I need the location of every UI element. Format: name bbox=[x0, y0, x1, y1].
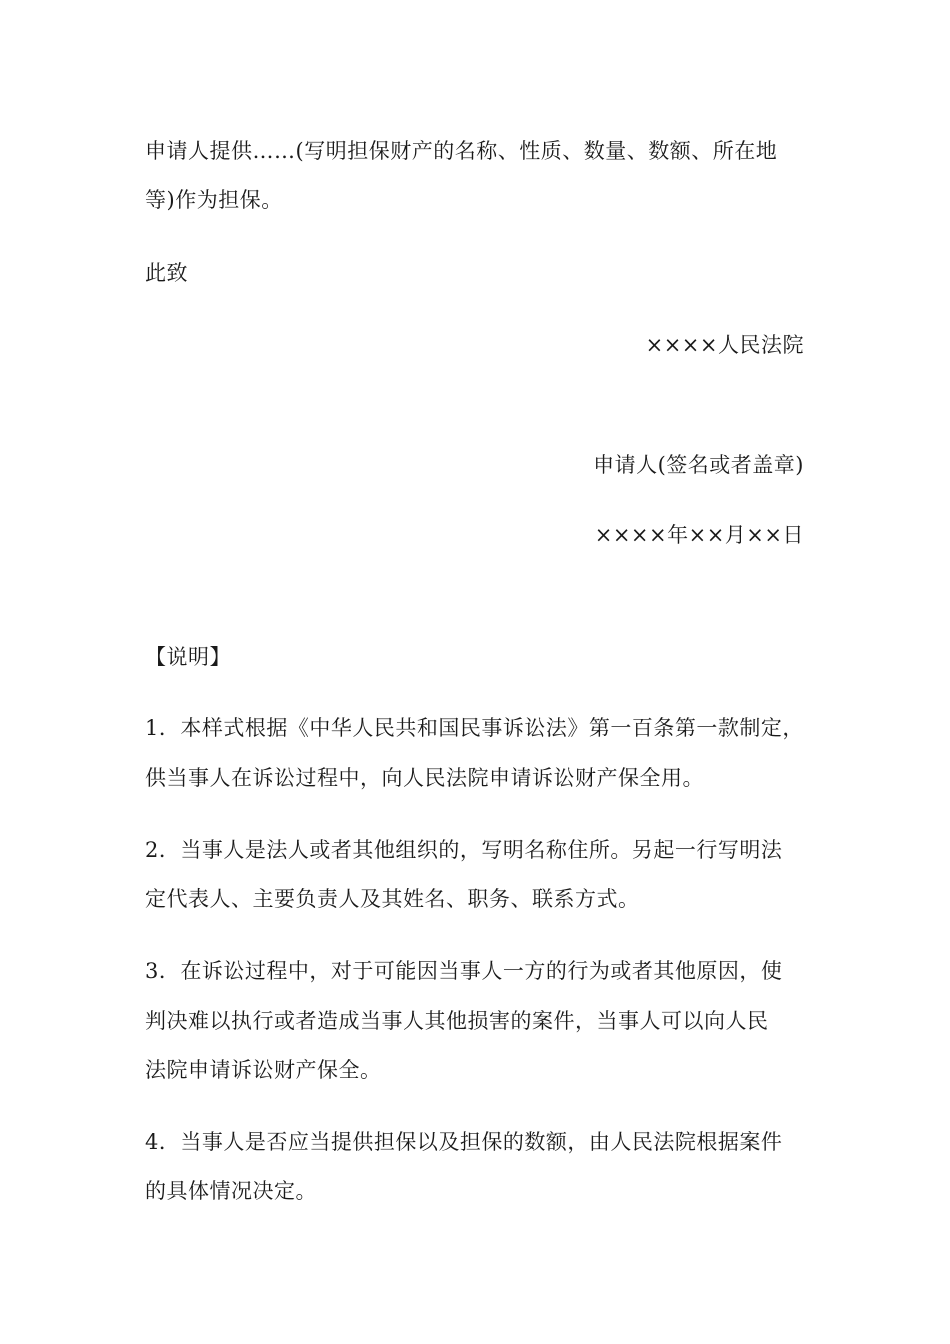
notes-heading: 【说明】 bbox=[145, 645, 231, 669]
applicant-signature: 申请人(签名或者盖章) bbox=[593, 453, 804, 477]
court-addressee: ××××人民法院 bbox=[645, 333, 804, 357]
note-1-line-2: 供当事人在诉讼过程中，向人民法院申请诉讼财产保全用。 bbox=[145, 766, 704, 790]
note-2-line-1: 2．当事人是法人或者其他组织的，写明名称住所。另起一行写明法 bbox=[145, 838, 783, 862]
note-3-line-2: 判决难以执行或者造成当事人其他损害的案件，当事人可以向人民 bbox=[145, 1009, 769, 1033]
signature-date: ××××年××月××日 bbox=[594, 523, 804, 547]
salutation: 此致 bbox=[145, 261, 188, 285]
note-4-line-2: 的具体情况决定。 bbox=[145, 1179, 317, 1203]
note-1-line-1: 1．本样式根据《中华人民共和国民事诉讼法》第一百条第一款制定， bbox=[145, 716, 804, 740]
note-2-line-2: 定代表人、主要负责人及其姓名、职务、联系方式。 bbox=[145, 887, 640, 911]
note-3-line-1: 3．在诉讼过程中，对于可能因当事人一方的行为或者其他原因，使 bbox=[145, 959, 783, 983]
note-4-line-1: 4．当事人是否应当提供担保以及担保的数额，由人民法院根据案件 bbox=[145, 1130, 783, 1154]
note-3-line-3: 法院申请诉讼财产保全。 bbox=[145, 1058, 382, 1082]
guarantee-text-line-1: 申请人提供……(写明担保财产的名称、性质、数量、数额、所在地 bbox=[145, 139, 778, 163]
guarantee-text-line-2: 等)作为担保。 bbox=[145, 188, 283, 212]
